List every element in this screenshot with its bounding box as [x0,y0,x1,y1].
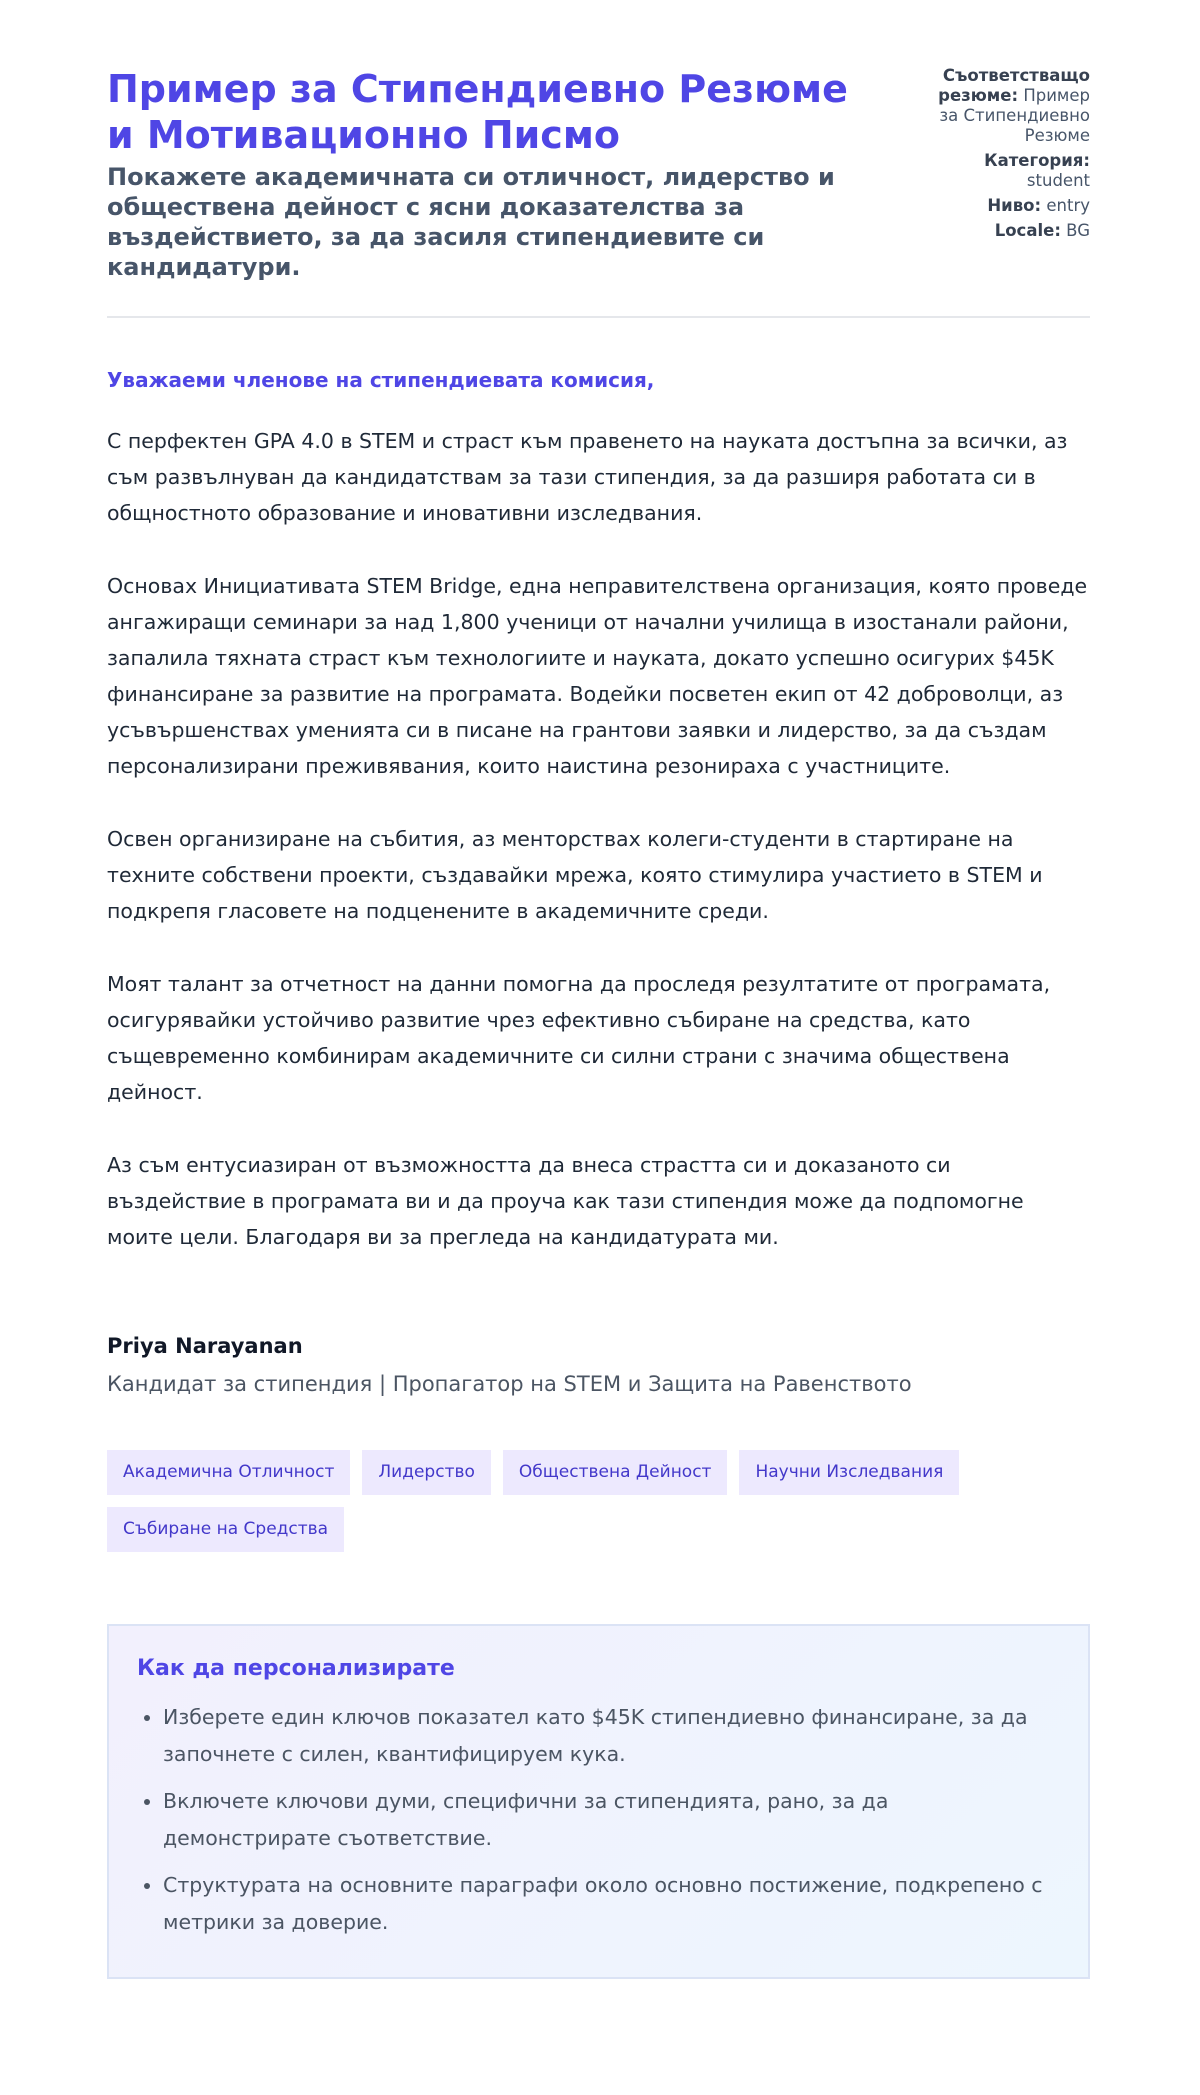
tag: Събиране на Средства [107,1507,344,1552]
paragraph: Моят талант за отчетност на данни помогна да проследя резултатите от програмата, осигурявайки устойчиво развитие чрез ефективно събиране на средства, като същевременно комбинирам академичните си силни страни с значима обществена дейност. [107,972,1051,1104]
meta-locale: Locale: BG [994,221,1090,240]
paragraph: Основах Инициативата STEM Bridge, една неправителствена организация, която проведе ангажиращи семинари за над 1,800 ученици от начални училища в изостанали райони, запалила тяхната страст към технологиите и науката, докато успешно осигурих $45K финансиране за развитие на програмата. Водейки посветен екип от 42 доброволци, аз усъвършенствах уменията си в писане на грантови заявки и лидерство, за да създам персонализирани преживявания, които наистина резонираха с участниците. [107,574,1088,778]
page-title: Пример за Стипендиевно Резюме и Мотивационно Писмо [107,67,848,157]
tips-list [137,1699,1060,1941]
tag: Научни Изследвания [739,1450,959,1495]
salutation: Уважаеми членове на стипендиевата комисия, [107,368,655,392]
tips-title: Как да персонализирате [137,1656,455,1681]
meta-level: Ниво: entry [987,196,1090,215]
tip-item: • Включете ключови думи, специфични за стипендията, рано, за да демонстрирате съответствие. [163,1783,1060,1857]
signature-title: Кандидат за стипендия | Пропагатор на STEM и Защита на Равенството [107,1372,912,1396]
tag-list [107,1450,1007,1552]
tips-box [107,1624,1090,1979]
header [107,66,1090,318]
page-subtitle: Покажете академичната си отличност, лидерство и обществена дейност с ясни доказателства за въздействието, за да засиля стипендиевите си кандидатури. [107,163,835,281]
meta-matching-resume: Съответстващо резюме: Пример за Стипендиевно Резюме [938,66,1090,145]
tag: Обществена Дейност [503,1450,728,1495]
paragraph: Освен организиране на събития, аз менторствах колеги-студенти в стартиране на техните собствени проекти, създавайки мрежа, която стимулира участието в STEM и подкрепя гласовете на подценените в академичните среди. [107,827,1043,923]
signature-name: Priya Narayanan [107,1334,303,1358]
paragraph: Аз съм ентусиазиран от възможността да внеса страстта си и доказаното си въздействие в програмата ви и да проуча как тази стипендия може да подпомогне моите цели. Благодаря ви за прегледа на кандидатурата ми. [107,1153,1024,1249]
tag: Лидерство [362,1450,491,1495]
paragraph: С перфектен GPA 4.0 в STEM и страст към правенето на науката достъпна за всички, аз съм развълнуван да кандидатствам за тази стипендия, за да разширя работата си в общностното образование и иновативни изследвания. [107,429,1068,525]
tag: Академична Отличност [107,1450,350,1495]
meta-category: Категория: student [984,151,1090,190]
tip-item: • Структурата на основните параграфи около основно постижение, подкрепено с метрики за доверие. [163,1867,1060,1941]
letter-body [107,423,1090,1255]
tip-item: • Изберете един ключов показател като $45K стипендиевно финансиране, за да започнете с силен, квантифицируем кука. [163,1699,1060,1773]
meta-panel [920,66,1090,246]
